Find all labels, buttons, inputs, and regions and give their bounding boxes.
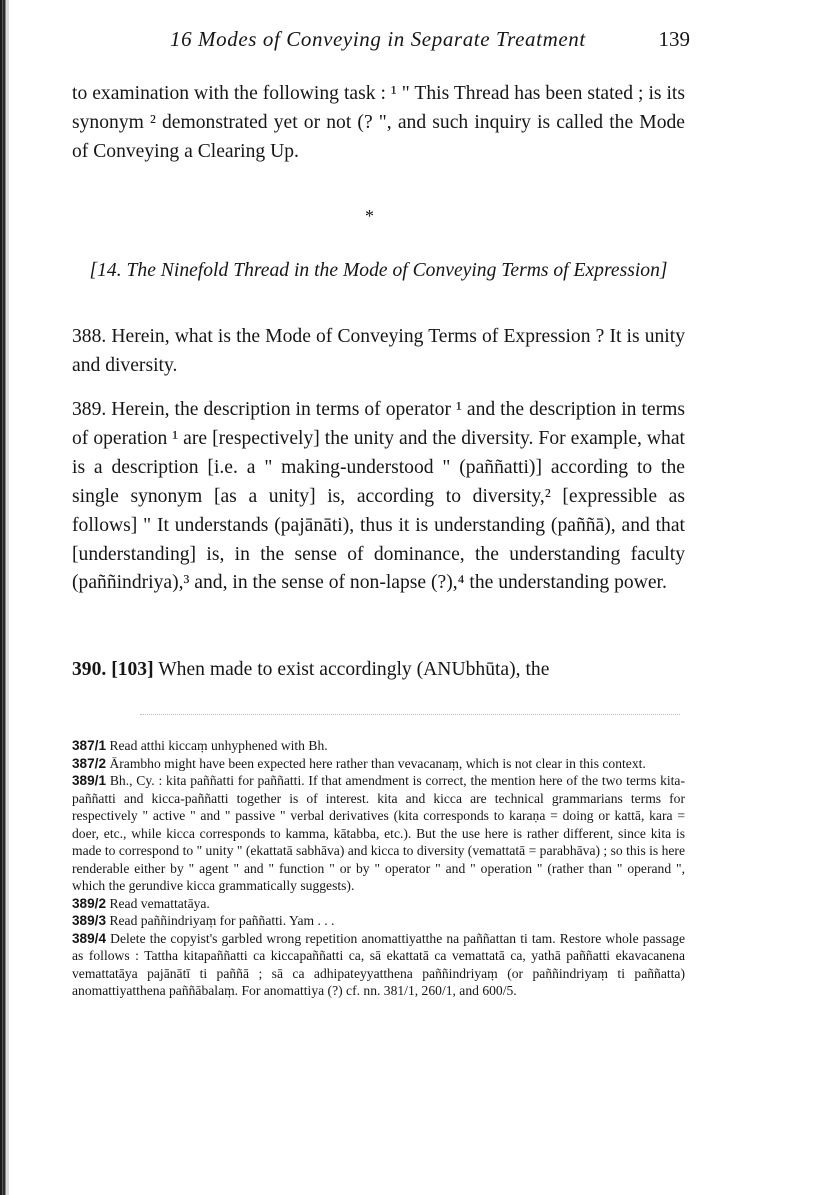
paragraph-388: 388. Herein, what is the Mode of Conveying Terms of Expression ? It is unity and diversity. bbox=[72, 326, 685, 376]
section-heading: [14. The Ninefold Thread in the Mode of Conveying Terms of Expression] bbox=[89, 260, 668, 281]
footnote-389-3 bbox=[72, 912, 685, 930]
paragraph-389: 389. Herein, the description in terms of operator ¹ and the description in terms of operation ¹ are [respectively] the unity and the diversity. For example, what is a description [i.e. a " making-understood " (paññatti)] according to the single synonym [as a unity] is, according to diversity,² [expressible as follows] " It understands (pajānāti), thus it is understanding (paññā), and that [understanding] is, in the sense of dominance, the understanding faculty (paññindriya),³ and, in the sense of non-lapse (?),⁴ the understanding power. bbox=[72, 399, 685, 594]
footnote-389-4 bbox=[72, 930, 685, 1000]
footnote-ref: 389/3 bbox=[72, 913, 107, 928]
running-header bbox=[170, 27, 690, 57]
footnote-ref: 389/1 bbox=[72, 773, 107, 788]
footnote-ref: 389/4 bbox=[72, 930, 107, 946]
footnote-text: Read vemattatāya. bbox=[109, 895, 210, 911]
section-divider-star: * bbox=[365, 206, 374, 226]
paragraph-390 bbox=[72, 656, 685, 685]
footnote-ref: 387/1 bbox=[72, 738, 107, 753]
footnote-text: Ārambho might have been expected here rather than vevacanaṃ, which is not clear in this context. bbox=[109, 755, 646, 771]
footnote-387-1 bbox=[72, 737, 685, 755]
running-title: 16 Modes of Conveying in Separate Treatment bbox=[170, 27, 586, 51]
footnotes bbox=[72, 737, 685, 1000]
footnote-text: Read atthi kiccaṃ unhyphened with Bh. bbox=[109, 738, 328, 753]
footnote-ref: 387/2 bbox=[72, 755, 107, 771]
footnote-text: Read paññindriyaṃ for paññatti. Yam . . . bbox=[109, 913, 335, 928]
footnote-separator bbox=[140, 714, 680, 715]
footnote-ref: 389/2 bbox=[72, 895, 107, 911]
footnote-387-2 bbox=[72, 755, 685, 773]
continued-paragraph: to examination with the following task : ¹ " This Thread has been stated ; is its synonym ² demonstrated yet or not (? ", and such inquiry is called the Mode of Conveying a Clearing Up. bbox=[72, 83, 685, 162]
paragraph-390-number: 390. [103] bbox=[72, 659, 154, 680]
footnote-text: Delete the copyist's garbled wrong repetition anomattiyatthe na paññattan ti tam. Restore whole passage as follows : Tattha kitapaññatti ca kiccapaññatti ca, sā ekattatā ca vemattatā ca, yathā paññatti ekavacanena vemattatāya pajānātī ti paññā ; sā ca adhipateyyatthena paññindriyaṃ (or paññindriyaṃ ti paññatta) anomattiyatthena paññābalaṃ. For anomattiya (?) cf. nn. 381/1, 260/1, and 600/5. bbox=[72, 930, 685, 998]
footnote-389-1 bbox=[72, 772, 685, 895]
footnote-389-2 bbox=[72, 895, 685, 913]
page-number: 139 bbox=[658, 27, 690, 51]
footnote-text: Bh., Cy. : kita paññatti for paññatti. If that amendment is correct, the mention here of the two terms kita-paññatti and kicca-paññatti together is of interest. kita and kicca are technical grammarians terms for respectively " active " and " passive " verbal derivatives (kita corresponds to karaṇa = doing or kattā, kara = doer, etc., while kicca corresponds to kamma, kātabba, etc.). But the use here is rather different, since kita is made to correspond to " unity " (ekattatā sabhāva) and kicca to diversity (vemattatā = parabhāva) ; so this is here renderable either by " agent " and " function " or by " operator " and " operation " (rather than " operand ", which the gerundive kicca grammatically suggests). bbox=[72, 773, 685, 893]
paragraph-390-text: When made to exist accordingly (ANUbhūta), the bbox=[158, 659, 550, 680]
